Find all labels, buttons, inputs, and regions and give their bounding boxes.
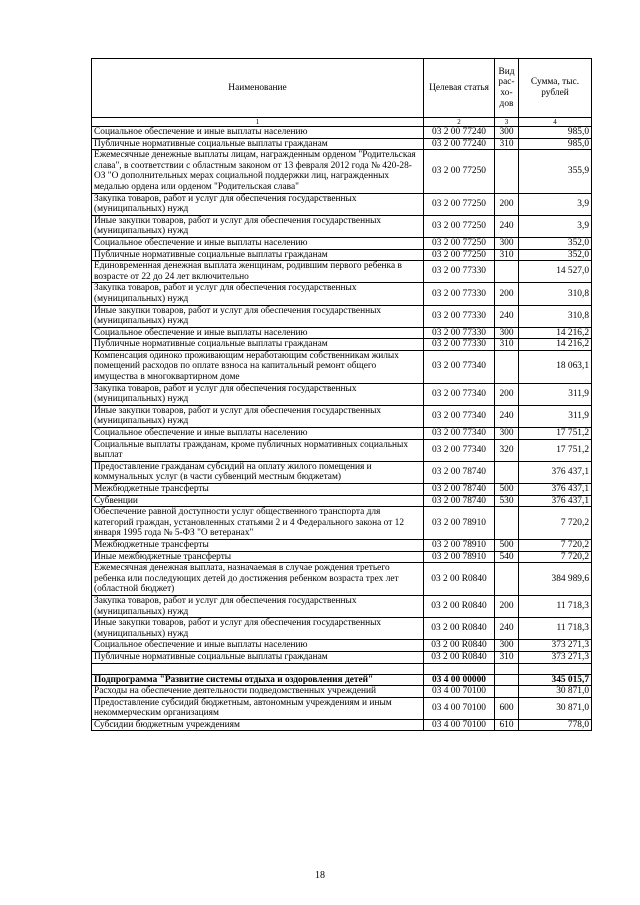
row-sum: 373 271,3 (519, 651, 592, 663)
row-expense-kind (495, 674, 519, 686)
table-header-row (92, 59, 592, 118)
row-sum: 355,9 (519, 150, 592, 193)
header-expense-kind: Вид рас- хо- дов (495, 59, 519, 118)
row-target-article: 03 2 00 78740 (424, 484, 495, 496)
row-sum: 17 751,2 (519, 439, 592, 461)
table-row (92, 261, 592, 283)
row-expense-kind: 300 (495, 428, 519, 440)
row-name: Иные закупки товаров, работ и услуг для обеспечения государственных (муниципальных) нужд (92, 405, 424, 427)
row-sum: 17 751,2 (519, 428, 592, 440)
row-expense-kind: 610 (495, 719, 519, 731)
row-name: Компенсация одиноко проживающим неработающим собственникам жилых помещений расходов по оплате взноса на капитальный ремонт общего имущества в многоквартирном доме (92, 350, 424, 383)
row-name: Социальное обеспечение и иные выплаты населению (92, 640, 424, 652)
row-expense-kind: 500 (495, 484, 519, 496)
row-sum: 14 527,0 (519, 261, 592, 283)
row-name: Социальные выплаты гражданам, кроме публичных нормативных социальных выплат (92, 439, 424, 461)
row-expense-kind: 200 (495, 283, 519, 305)
table-row (92, 551, 592, 563)
row-target-article: 03 2 00 77330 (424, 261, 495, 283)
row-name: Публичные нормативные социальные выплаты гражданам (92, 249, 424, 261)
row-name: Закупка товаров, работ и услуг для обеспечения государственных (муниципальных) нужд (92, 595, 424, 617)
row-name: Публичные нормативные социальные выплаты гражданам (92, 138, 424, 150)
row-target-article: 03 2 00 77250 (424, 193, 495, 215)
row-name: Закупка товаров, работ и услуг для обеспечения государственных (муниципальных) нужд (92, 383, 424, 405)
row-name: Закупка товаров, работ и услуг для обеспечения государственных (муниципальных) нужд (92, 283, 424, 305)
row-target-article: 03 2 00 78740 (424, 461, 495, 483)
row-name: Социальное обеспечение и иные выплаты населению (92, 428, 424, 440)
row-name: Иные межбюджетные трансферты (92, 551, 424, 563)
row-expense-kind: 240 (495, 305, 519, 327)
row-sum: 14 216,2 (519, 339, 592, 351)
table-row (92, 215, 592, 237)
row-target-article: 03 2 00 77250 (424, 249, 495, 261)
row-name: Подпрограмма "Развитие системы отдыха и оздоровления детей" (92, 674, 424, 686)
row-target-article: 03 2 00 R0840 (424, 595, 495, 617)
table-row (92, 193, 592, 215)
table-row (92, 507, 592, 540)
row-name: Иные закупки товаров, работ и услуг для обеспечения государственных (муниципальных) нужд (92, 305, 424, 327)
row-expense-kind (495, 261, 519, 283)
row-expense-kind: 310 (495, 651, 519, 663)
table-row (92, 686, 592, 698)
table-row (92, 150, 592, 193)
row-sum: 985,0 (519, 138, 592, 150)
row-name: Иные закупки товаров, работ и услуг для обеспечения государственных (муниципальных) нужд (92, 618, 424, 640)
row-sum: 18 063,1 (519, 350, 592, 383)
row-sum: 376 437,1 (519, 484, 592, 496)
table-row (92, 350, 592, 383)
table-row (92, 439, 592, 461)
table-row (92, 595, 592, 617)
row-target-article: 03 2 00 77250 (424, 150, 495, 193)
row-sum: 352,0 (519, 237, 592, 249)
row-expense-kind: 310 (495, 249, 519, 261)
row-expense-kind: 300 (495, 127, 519, 139)
row-sum (519, 663, 592, 674)
table-row (92, 127, 592, 139)
row-sum: 310,8 (519, 305, 592, 327)
row-name: Межбюджетные трансферты (92, 484, 424, 496)
row-target-article: 03 2 00 77340 (424, 405, 495, 427)
row-sum: 3,9 (519, 215, 592, 237)
column-number-row (92, 118, 592, 127)
row-sum: 985,0 (519, 127, 592, 139)
row-expense-kind: 300 (495, 237, 519, 249)
row-target-article: 03 4 00 70100 (424, 697, 495, 719)
row-target-article: 03 2 00 R0840 (424, 618, 495, 640)
row-name: Субвенции (92, 495, 424, 507)
column-number: 1 (92, 118, 424, 127)
row-expense-kind (495, 686, 519, 698)
table-row (92, 539, 592, 551)
table-row (92, 651, 592, 663)
table-row (92, 563, 592, 596)
row-name: Предоставление гражданам субсидий на оплату жилого помещения и коммунальных услуг (в части субвенций местным бюджетам) (92, 461, 424, 483)
row-expense-kind: 540 (495, 551, 519, 563)
row-target-article: 03 4 00 70100 (424, 686, 495, 698)
budget-table (91, 58, 592, 731)
row-target-article: 03 2 00 77340 (424, 439, 495, 461)
row-expense-kind: 240 (495, 215, 519, 237)
row-name: Предоставление субсидий бюджетным, автономным учреждениям и иным некоммерческим организациям (92, 697, 424, 719)
row-expense-kind: 320 (495, 439, 519, 461)
table-row (92, 428, 592, 440)
row-sum: 345 015,7 (519, 674, 592, 686)
row-sum: 373 271,3 (519, 640, 592, 652)
row-target-article: 03 2 00 77330 (424, 327, 495, 339)
row-target-article: 03 2 00 77330 (424, 283, 495, 305)
row-target-article (424, 663, 495, 674)
row-expense-kind (495, 563, 519, 596)
row-name: Субсидии бюджетным учреждениям (92, 719, 424, 731)
row-target-article: 03 2 00 77340 (424, 383, 495, 405)
row-target-article: 03 2 00 R0840 (424, 563, 495, 596)
row-target-article: 03 2 00 77240 (424, 127, 495, 139)
row-target-article: 03 2 00 77250 (424, 237, 495, 249)
row-expense-kind: 310 (495, 339, 519, 351)
row-sum: 376 437,1 (519, 461, 592, 483)
row-name: Социальное обеспечение и иные выплаты населению (92, 237, 424, 249)
row-target-article: 03 2 00 78910 (424, 507, 495, 540)
row-expense-kind (495, 150, 519, 193)
row-sum: 352,0 (519, 249, 592, 261)
header-target-article: Целевая статья (424, 59, 495, 118)
row-expense-kind: 200 (495, 595, 519, 617)
row-expense-kind: 530 (495, 495, 519, 507)
row-sum: 30 871,0 (519, 686, 592, 698)
row-expense-kind: 200 (495, 383, 519, 405)
row-sum: 11 718,3 (519, 595, 592, 617)
table-row (92, 618, 592, 640)
row-sum: 14 216,2 (519, 327, 592, 339)
row-sum: 3,9 (519, 193, 592, 215)
row-target-article: 03 2 00 77330 (424, 339, 495, 351)
row-sum: 384 989,6 (519, 563, 592, 596)
subprogram-row (92, 674, 592, 686)
spacer-row (92, 663, 592, 674)
table-row (92, 405, 592, 427)
header-name: Наименование (92, 59, 424, 118)
row-name: Единовременная денежная выплата женщинам, родившим первого ребенка в возрасте от 22 до 24 лет включительно (92, 261, 424, 283)
row-sum: 7 720,2 (519, 507, 592, 540)
row-expense-kind: 240 (495, 618, 519, 640)
row-name: Иные закупки товаров, работ и услуг для обеспечения государственных (муниципальных) нужд (92, 215, 424, 237)
row-expense-kind: 300 (495, 327, 519, 339)
row-sum: 376 437,1 (519, 495, 592, 507)
table-row (92, 495, 592, 507)
row-expense-kind: 310 (495, 138, 519, 150)
table-row (92, 249, 592, 261)
row-target-article: 03 2 00 R0840 (424, 651, 495, 663)
row-expense-kind: 600 (495, 697, 519, 719)
row-expense-kind (495, 350, 519, 383)
row-expense-kind (495, 461, 519, 483)
row-expense-kind (495, 507, 519, 540)
column-number: 3 (495, 118, 519, 127)
row-target-article: 03 2 00 77340 (424, 350, 495, 383)
row-name: Публичные нормативные социальные выплаты гражданам (92, 651, 424, 663)
row-name: Закупка товаров, работ и услуг для обеспечения государственных (муниципальных) нужд (92, 193, 424, 215)
header-sum: Сумма, тыс. рублей (519, 59, 592, 118)
table-row (92, 283, 592, 305)
row-target-article: 03 2 00 R0840 (424, 640, 495, 652)
row-target-article: 03 2 00 77340 (424, 428, 495, 440)
row-name: Социальное обеспечение и иные выплаты населению (92, 127, 424, 139)
row-target-article: 03 4 00 70100 (424, 719, 495, 731)
row-expense-kind (495, 663, 519, 674)
table-row (92, 484, 592, 496)
row-target-article: 03 2 00 78910 (424, 539, 495, 551)
row-name: Расходы на обеспечение деятельности подведомственных учреждений (92, 686, 424, 698)
row-sum: 30 871,0 (519, 697, 592, 719)
table-row (92, 339, 592, 351)
row-sum: 311,9 (519, 405, 592, 427)
row-name (92, 663, 424, 674)
row-sum: 7 720,2 (519, 539, 592, 551)
table-row (92, 697, 592, 719)
row-name: Обеспечение равной доступности услуг общественного транспорта для категорий граждан, установленных статьями 2 и 4 Федерального закона от 12 января 1995 года № 5-ФЗ "О ветеранах" (92, 507, 424, 540)
table-row (92, 138, 592, 150)
row-target-article: 03 2 00 78910 (424, 551, 495, 563)
table-row (92, 640, 592, 652)
table-row (92, 327, 592, 339)
row-expense-kind: 240 (495, 405, 519, 427)
page-number: 18 (315, 870, 325, 881)
row-target-article: 03 2 00 77330 (424, 305, 495, 327)
row-expense-kind: 300 (495, 640, 519, 652)
table-row (92, 237, 592, 249)
table-row (92, 719, 592, 731)
row-target-article: 03 2 00 77240 (424, 138, 495, 150)
row-name: Социальное обеспечение и иные выплаты населению (92, 327, 424, 339)
row-expense-kind: 500 (495, 539, 519, 551)
row-sum: 310,8 (519, 283, 592, 305)
row-sum: 7 720,2 (519, 551, 592, 563)
table-row (92, 461, 592, 483)
table-body (92, 127, 592, 731)
row-target-article: 03 4 00 00000 (424, 674, 495, 686)
row-name: Межбюджетные трансферты (92, 539, 424, 551)
row-expense-kind: 200 (495, 193, 519, 215)
column-number: 4 (519, 118, 592, 127)
row-sum: 311,9 (519, 383, 592, 405)
row-sum: 778,0 (519, 719, 592, 731)
table-row (92, 383, 592, 405)
row-name: Публичные нормативные социальные выплаты гражданам (92, 339, 424, 351)
row-target-article: 03 2 00 78740 (424, 495, 495, 507)
row-target-article: 03 2 00 77250 (424, 215, 495, 237)
table-row (92, 305, 592, 327)
row-name: Ежемесячные денежные выплаты лицам, награжденным орденом "Родительская слава", в соответствии с областным законом от 13 февраля 2012 года № 420-28-ОЗ "О дополнительных мерах социальной поддержки лиц, награжденных медалью ордена или орденом "Родительская слава" (92, 150, 424, 193)
row-sum: 11 718,3 (519, 618, 592, 640)
row-name: Ежемесячная денежная выплата, назначаемая в случае рождения третьего ребенка или последующих детей до достижения ребенком возраста трех лет (областной бюджет) (92, 563, 424, 596)
column-number: 2 (424, 118, 495, 127)
